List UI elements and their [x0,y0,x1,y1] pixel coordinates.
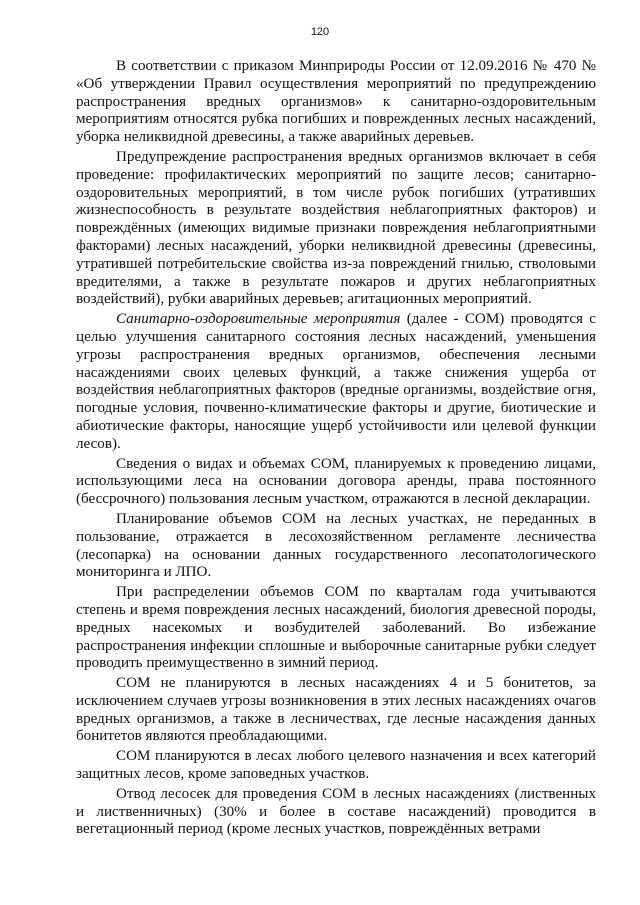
paragraph [76,456,596,509]
paragraph-text: В соответствии с приказом Минприроды России от 12.09.2016 № 470 № «Об утверждении Правил осуществления мероприятий по предупреждению распространения вредных организмов» к санитарно-оздоровительным мероприятиям относятся рубка погибших и поврежденных лесных насаждений, уборка неликвидной древесины, а также аварийных деревьев. [76,58,596,146]
paragraph [76,311,596,453]
paragraph-text: Предупреждение распространения вредных организмов включает в себя проведение: профилактических мероприятий по защите лесов; санитарно-оздоровительных мероприятий, в том числе рубок погибших (утративших жизнеспособность в результате воздействия неблагоприятных факторов) и повреждённых (имеющих видимые признаки повреждения неблагоприятными факторами) лесных насаждений, уборки неликвидной древесины (древесины, утратившей потребительские свойства из-за повреждений гнилью, стволовыми вредителями, а также в результате пожаров и других неблагоприятных воздействий), рубки аварийных деревьев; агитационных мероприятий. [76,148,596,308]
paragraph-text: (далее - СОМ) проводятся с целью улучшения санитарного состояния лесных насаждений, уменьшения угрозы распространения вредных организмов, обеспечения лесными насаждениями своих целевых функций, а также снижения ущерба от воздействия неблагоприятных факторов (вредные организмы, воздействие огня, погодные условия, почвенно-климатические факторы и другие, биотические и абиотические факторы, наносящие ущерб устойчивости или целевой функции лесов). [76,311,597,452]
paragraph-text: Сведения о видах и объемах СОМ, планируемых к проведению лицами, использующими леса на основании договора аренды, права постоянного (бессрочного) пользования лесным участком, отражаются в лесной декларации. [76,455,596,508]
paragraph [76,58,596,147]
paragraph [76,675,596,746]
paragraph-text: Отвод лесосек для проведения СОМ в лесных насаждениях (лиственных и лиственничных) (30% и более в составе насаждений) проводится в вегетационный период (кроме лесных участков, повреждённых ветрами [76,785,596,838]
paragraph [76,511,596,582]
paragraph [76,786,596,839]
document-body [76,58,596,841]
paragraph-text: СОМ не планируются в лесных насаждениях 4 и 5 бонитетов, за исключением случаев угрозы возникновения в этих лесных насаждениях очагов вредных организмов, а также в лесничествах, где лесные насаждения данных бонитетов являются преобладающими. [76,675,596,745]
paragraph-text: Планирование объемов СОМ на лесных участках, не переданных в пользование, отражается в лесохозяйственном регламенте лесничества (лесопарка) на основании данных государственного лесопатологического мониторинга и ЛПО. [76,510,596,581]
page-number: 120 [310,26,330,38]
paragraph [76,149,596,309]
paragraph [76,584,596,673]
paragraph [76,748,596,784]
italic-term: Санитарно-оздоровительные мероприятия [116,311,401,328]
paragraph-text: СОМ планируются в лесах любого целевого назначения и всех категорий защитных лесов, кроме заповедных участков. [76,748,596,783]
paragraph-text: При распределении объемов СОМ по кварталам года учитываются степень и время повреждения лесных насаждений, биология древесной породы, вредных насекомых и возбудителей заболеваний. Во избежание распространения инфекции сплошные и выборочные санитарные рубки следует проводить преимущественно в зимний период. [76,584,596,672]
